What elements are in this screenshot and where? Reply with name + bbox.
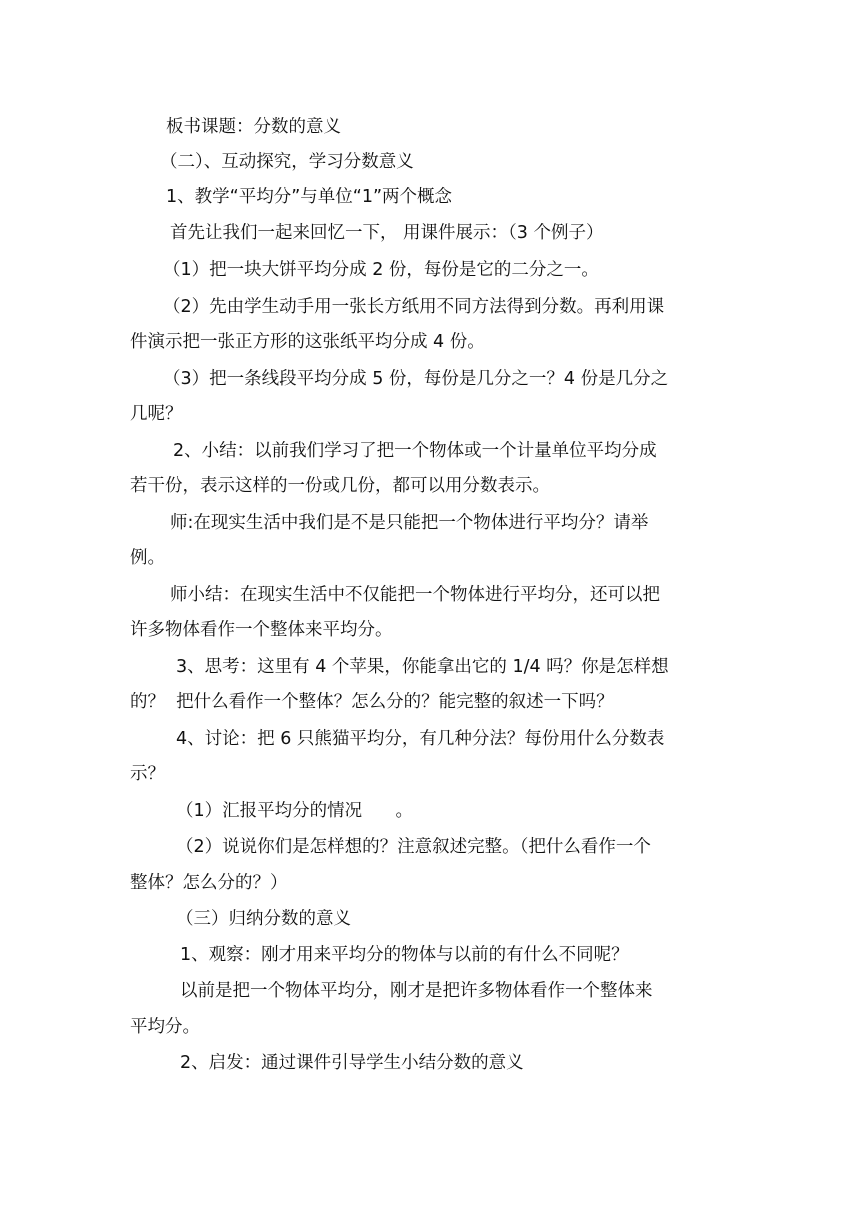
text-line: 件演示把一张正方形的这张纸平均分成 4 份。	[130, 332, 485, 352]
text-line: （3）把一条线段平均分成 5 份，每份是几分之一？4 份是几分之	[163, 369, 669, 389]
text-line: 师小结：在现实生活中不仅能把一个物体进行平均分，还可以把	[170, 585, 660, 605]
text-line: 首先让我们一起来回忆一下， 用课件展示：（3 个例子）	[170, 223, 604, 243]
text-line: 整体？怎么分的？）	[130, 873, 288, 893]
text-line: 1、教学“平均分”与单位“1”两个概念	[166, 187, 453, 207]
text-line: （2）说说你们是怎样想的？注意叙述完整。（把什么看作一个	[176, 837, 651, 857]
text-line: 若干份，表示这样的一份或几份，都可以用分数表示。	[130, 476, 550, 496]
text-line: （1）把一块大饼平均分成 2 份，每份是它的二分之一。	[163, 260, 599, 280]
text-line: 师:在现实生活中我们是不是只能把一个物体进行平均分？请举	[170, 513, 649, 533]
text-line: 示？	[130, 764, 165, 784]
text-line: 的？ 把什么看作一个整体？怎么分的？能完整的叙述一下吗？	[130, 692, 614, 712]
section-heading: （三）归纳分数的意义	[176, 909, 351, 929]
section-heading: （二）、互动探究，学习分数意义	[160, 152, 414, 172]
text-line: 板书课题：分数的意义	[166, 117, 341, 137]
text-line: 4、讨论：把 6 只熊猫平均分，有几种分法？每份用什么分数表	[176, 729, 665, 749]
text-line: 平均分。	[130, 1017, 200, 1037]
text-line: （1）汇报平均分的情况 。	[176, 801, 414, 821]
text-line: 例。	[130, 548, 165, 568]
text-line: 几呢？	[130, 404, 183, 424]
text-line: 许多物体看作一个整体来平均分。	[130, 620, 393, 640]
text-line: 1、观察：刚才用来平均分的物体与以前的有什么不同呢？	[180, 945, 629, 965]
text-line: 以前是把一个物体平均分，刚才是把许多物体看作一个整体来	[180, 981, 653, 1001]
text-line: 3、思考：这里有 4 个苹果，你能拿出它的 1/4 吗？你是怎样想	[176, 657, 669, 677]
text-line: 2、小结：以前我们学习了把一个物体或一个计量单位平均分成	[173, 441, 657, 461]
text-line: （2）先由学生动手用一张长方纸用不同方法得到分数。再利用课	[163, 297, 665, 317]
text-line: 2、启发：通过课件引导学生小结分数的意义	[180, 1053, 524, 1073]
